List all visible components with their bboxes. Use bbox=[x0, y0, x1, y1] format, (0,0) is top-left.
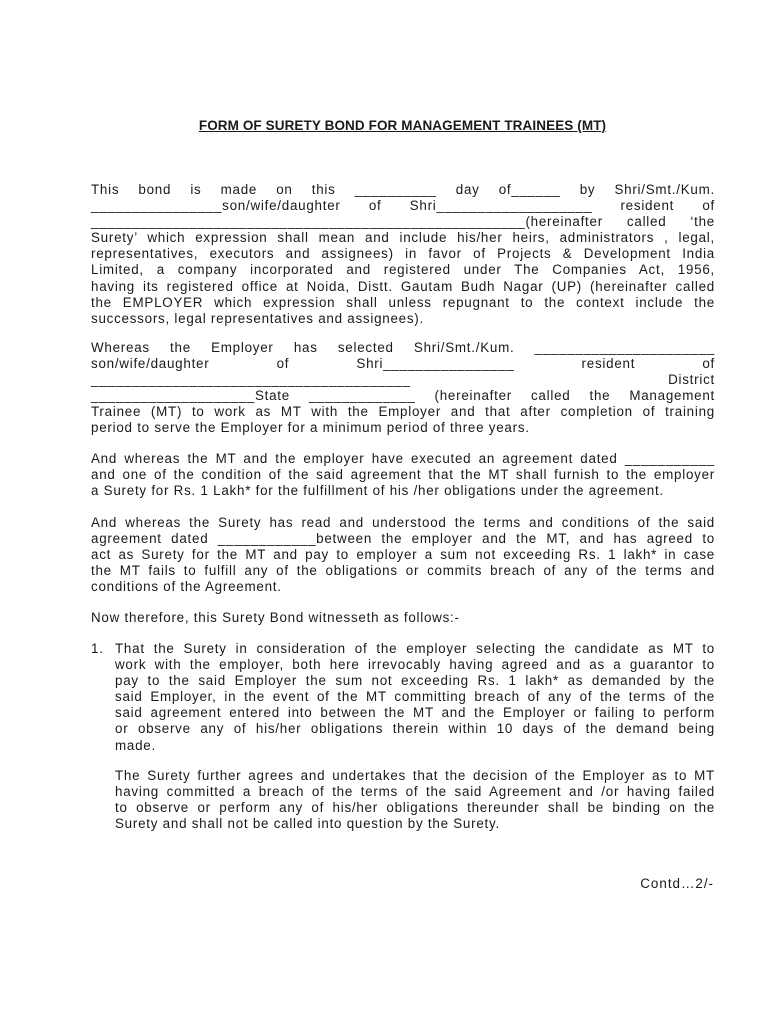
text-line: _______________________________________ District bbox=[91, 372, 715, 388]
text-line: Surety’ which expression shall mean and include his/her heirs, administrators , legal, bbox=[91, 230, 715, 246]
text-line: made. bbox=[115, 737, 156, 753]
paragraph-whereas-surety bbox=[91, 515, 715, 595]
text-line: Whereas the Employer has selected Shri/Smt./Kum. ______________________ bbox=[91, 340, 715, 355]
text-line: Limited, a company incorporated and registered under The Companies Act, 1956, bbox=[91, 262, 715, 278]
text-line: representatives, executors and assignees) in favor of Projects & Development India bbox=[91, 246, 715, 262]
paragraph-witnesseth bbox=[91, 610, 715, 626]
text-line: Surety and shall not be called into question by the Surety. bbox=[115, 816, 500, 832]
text-line: a Surety for Rs. 1 Lakh* for the fulfillment of his /her obligations under the agreement. bbox=[91, 483, 664, 499]
text-line: having its registered office at Noida, Distt. Gautam Budh Nagar (UP) (hereinafter called bbox=[91, 278, 715, 294]
paragraph-whereas-agreement bbox=[91, 451, 715, 499]
text-line: the EMPLOYER which expression shall unless repugnant to the context include the bbox=[91, 294, 715, 310]
text-line: the MT fails to fulfill any of the obligations or commits breach of any of the terms and bbox=[91, 563, 715, 579]
text-line: agreement dated ____________between the employer and the MT, and has agreed to bbox=[91, 531, 715, 547]
text-line: This bond is made on this __________ day of______ by Shri/Smt./Kum. bbox=[91, 182, 715, 197]
text-line: Trainee (MT) to work as MT with the Employer and that after completion of training bbox=[91, 404, 715, 420]
text-line: said agreement entered into between the MT and the Employer or failing to perform bbox=[115, 705, 715, 721]
text-line: successors, legal representatives and assignees). bbox=[91, 310, 424, 326]
text-line: ____________________State _____________ (hereinafter called the Management bbox=[91, 388, 715, 404]
text-line: That the Surety in consideration of the employer selecting the candidate as MT to bbox=[115, 641, 715, 656]
text-line: to observe or perform any of his/her obligations thereunder shall be binding on the bbox=[115, 800, 715, 816]
text-line: conditions of the Agreement. bbox=[91, 579, 282, 595]
list-item-number: 1. bbox=[91, 641, 104, 656]
text-line: period to serve the Employer for a minimum period of three years. bbox=[91, 420, 530, 436]
paragraph-whereas-selected bbox=[91, 340, 715, 437]
text-line: son/wife/daughter of Shri________________ resident of bbox=[91, 356, 715, 372]
text-line: The Surety further agrees and undertakes that the decision of the Employer as to MT bbox=[115, 768, 715, 783]
text-line: said Employer, in the event of the MT committing breach of any of the terms of the bbox=[115, 689, 715, 705]
text-line: and one of the condition of the said agreement that the MT shall furnish to the employer bbox=[91, 467, 715, 483]
text-line: And whereas the Surety has read and understood the terms and conditions of the said bbox=[91, 515, 715, 530]
text-line: act as Surety for the MT and pay to employer a sum not exceeding Rs. 1 lakh* in case bbox=[91, 547, 715, 563]
list-item-clause-1 bbox=[115, 641, 715, 754]
clause-1-continuation bbox=[115, 768, 715, 832]
text-line: work with the employer, both here irrevocably having agreed and as a guarantor to bbox=[115, 657, 715, 673]
text-line: And whereas the MT and the employer have executed an agreement dated ___________ bbox=[91, 451, 715, 466]
text-line: Now therefore, this Surety Bond witnesseth as follows:- bbox=[91, 610, 460, 625]
text-line: or observe any of his/her obligations therein within 10 days of the demand being bbox=[115, 721, 715, 737]
document-title: FORM OF SURETY BOND FOR MANAGEMENT TRAINEES (MT) bbox=[198, 118, 607, 133]
text-line: ________________son/wife/daughter of Shri___________________ resident of bbox=[91, 198, 715, 214]
paragraph-bond-parties bbox=[91, 182, 715, 327]
continued-marker: Contd…2/- bbox=[640, 876, 714, 891]
text-line: _____________________________________________________(hereinafter called ‘the bbox=[91, 214, 715, 230]
text-line: having committed a breach of the terms of the said Agreement and /or having failed bbox=[115, 784, 715, 800]
text-line: pay to the said Employer the sum not exceeding Rs. 1 lakh* as demanded by the bbox=[115, 673, 715, 689]
